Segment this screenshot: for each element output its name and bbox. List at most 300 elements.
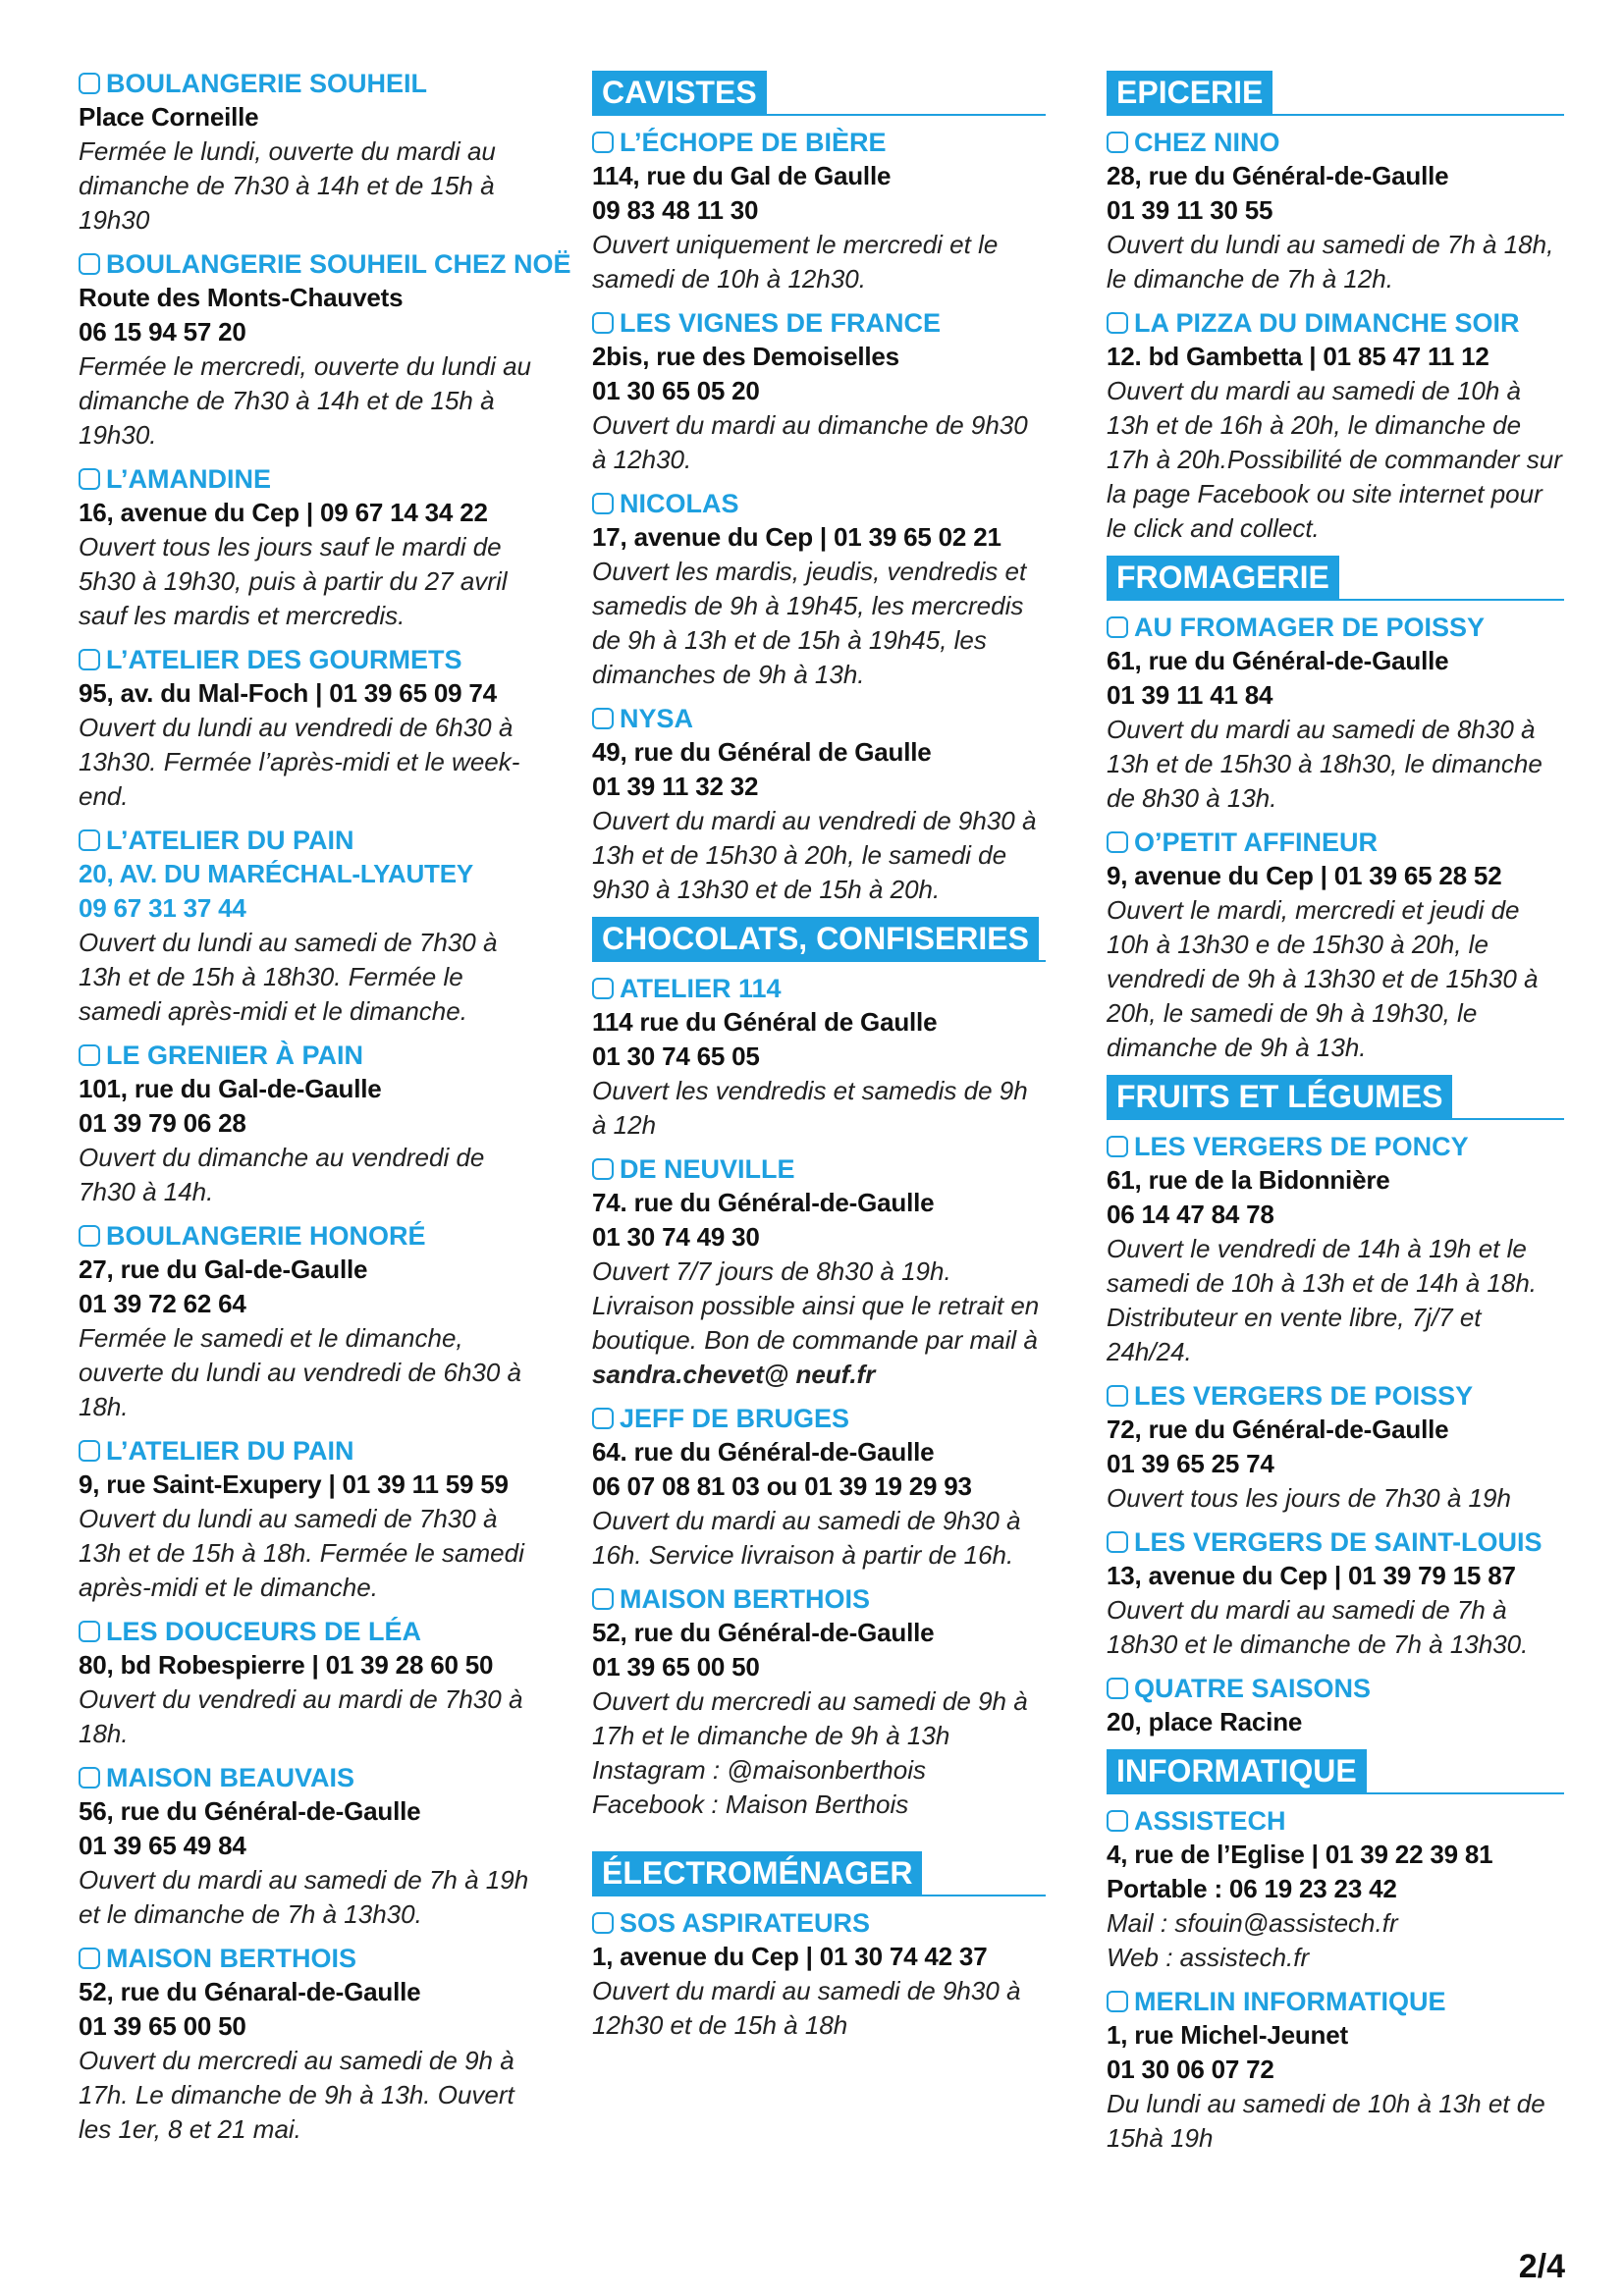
entry-title	[1107, 1804, 1564, 1838]
hours-note	[592, 1753, 1046, 1788]
entry-title-text: QUATRE SAISONS	[1134, 1674, 1372, 1703]
entry-title	[79, 462, 540, 496]
entry-title-text: BOULANGERIE HONORÉ	[106, 1221, 426, 1251]
entry-chez-nino	[1107, 126, 1564, 296]
hours-note-text: Du lundi au samedi de 10h à 13h et de 15hà 19h	[1107, 2089, 1545, 2153]
section-header-electromenager	[592, 1851, 1046, 1896]
entry-title	[79, 1219, 540, 1253]
checkbox-icon	[1107, 132, 1128, 153]
address-line-text: 114, rue du Gal de Gaulle	[592, 161, 892, 190]
checkbox-icon	[1107, 1136, 1128, 1157]
hours-note-text: Ouvert tous les jours de 7h30 à 19h	[1107, 1483, 1511, 1513]
entry-title-text: DE NEUVILLE	[620, 1154, 795, 1184]
section-header-fruits-et-legumes	[1107, 1075, 1564, 1120]
address-line	[79, 1072, 540, 1106]
checkbox-icon	[1107, 831, 1128, 853]
checkbox-icon	[79, 1440, 100, 1462]
checkbox-icon	[592, 1158, 614, 1180]
address-line-text: 01 39 11 41 84	[1107, 680, 1273, 710]
address-line-text: Route des Monts-Chauvets	[79, 283, 404, 312]
hours-note	[79, 1502, 540, 1605]
entry-title-text: MAISON BERTHOIS	[106, 1944, 357, 1973]
entry-atelier-114	[592, 972, 1046, 1143]
section-header-chocolats-confiseries	[592, 917, 1046, 962]
entry-maison-berthois	[79, 1942, 540, 2147]
entry-les-douceurs-de-lea	[79, 1615, 540, 1751]
hours-note-text: Ouvert du mardi au samedi de 7h à 18h30 et le dimanche de 7h à 13h30.	[1107, 1595, 1529, 1659]
address-line-text: 06 15 94 57 20	[79, 317, 246, 347]
address-line	[592, 1469, 1046, 1504]
address-line-text: 01 39 79 06 28	[79, 1108, 246, 1138]
section-header-fromagerie	[1107, 556, 1564, 601]
address-line	[592, 1220, 1046, 1255]
entry-title-text: NICOLAS	[620, 489, 739, 518]
hours-note-text: Facebook : Maison Berthois	[592, 1789, 909, 1819]
checkbox-icon	[592, 493, 614, 514]
address-line-text: 12. bd Gambetta | 01 85 47 11 12	[1107, 342, 1489, 371]
hours-note	[592, 1684, 1046, 1753]
column-3	[1107, 67, 1564, 2165]
checkbox-icon	[592, 978, 614, 999]
entry-title-text: SOS ASPIRATEURS	[620, 1908, 871, 1938]
hours-note-text: Fermée le samedi et le dimanche, ouverte du lundi au vendredi de 6h30 à 18h.	[79, 1323, 522, 1421]
address-line-text: 01 39 72 62 64	[79, 1289, 246, 1318]
hours-note-text: Ouvert du lundi au samedi de 7h à 18h, le dimanche de 7h à 12h.	[1107, 230, 1554, 294]
entry-l-echope-de-biere	[592, 126, 1046, 296]
address-line-text: Place Corneille	[79, 102, 259, 132]
checkbox-icon	[79, 649, 100, 670]
address-line	[1107, 2018, 1564, 2053]
hours-note	[1107, 1232, 1564, 1369]
hours-note-text: Ouvert le mardi, mercredi et jeudi de 10h à 13h30 e de 15h30 à 20h, le vendredi de 9h à 13h30 et de 15h30 à 20h, le samedi de 9h à 19h30, le dimanche de 9h à 13h.	[1107, 895, 1539, 1062]
address-line	[1107, 644, 1564, 678]
entry-title-text: NYSA	[620, 704, 694, 733]
address-line	[592, 1616, 1046, 1650]
hours-note	[79, 530, 540, 633]
entry-title-text: BOULANGERIE SOUHEIL	[106, 69, 428, 98]
hours-note-text: Ouvert du mardi au samedi de 7h à 19h et le dimanche de 7h à 13h30.	[79, 1865, 529, 1929]
address-line	[79, 676, 540, 711]
hours-note-text: Ouvert du mercredi au samedi de 9h à 17h et le dimanche de 9h à 13h	[592, 1686, 1028, 1750]
checkbox-icon	[79, 1767, 100, 1789]
address-line	[79, 496, 540, 530]
entry-title	[79, 247, 571, 281]
address-line	[79, 1648, 540, 1682]
checkbox-icon	[1107, 616, 1128, 638]
entry-title-text: ASSISTECH	[1134, 1806, 1286, 1836]
entry-maison-berthois	[592, 1582, 1046, 1822]
address-line-text: 01 39 11 30 55	[1107, 195, 1273, 225]
column-2	[592, 67, 1046, 2053]
address-line-text: 06 14 47 84 78	[1107, 1200, 1274, 1229]
checkbox-icon	[1107, 1678, 1128, 1699]
entry-title-text: AU FROMAGER DE POISSY	[1134, 613, 1486, 642]
entry-title-text: ATELIER 114	[620, 974, 782, 1003]
entry-assistech	[1107, 1804, 1564, 1975]
hours-note-text: Mail : sfouin@assistech.fr	[1107, 1908, 1398, 1938]
address-line	[79, 1253, 540, 1287]
address-line-text: 01 39 65 49 84	[79, 1831, 246, 1860]
address-line-text: 01 39 65 00 50	[79, 2011, 246, 2041]
hours-note	[1107, 374, 1564, 546]
address-line-text: 01 39 11 32 32	[592, 772, 759, 801]
entry-title-text: CHEZ NINO	[1134, 128, 1280, 157]
entry-title-text: LA PIZZA DU DIMANCHE SOIR	[1134, 308, 1520, 338]
hours-note	[592, 555, 1046, 692]
checkbox-icon	[592, 1408, 614, 1429]
entry-sos-aspirateurs	[592, 1906, 1046, 2043]
hours-note	[79, 1682, 540, 1751]
address-line	[1107, 2053, 1564, 2087]
hours-note	[79, 1321, 540, 1424]
hours-note	[592, 804, 1046, 907]
checkbox-icon	[79, 1621, 100, 1642]
address-line	[592, 735, 1046, 770]
checkbox-icon	[592, 132, 614, 153]
entry-title	[592, 1582, 1046, 1616]
hours-note	[79, 1863, 540, 1932]
entry-title	[79, 1039, 540, 1072]
address-line-text: 01 30 65 05 20	[592, 376, 760, 405]
hours-note	[592, 408, 1046, 477]
entry-title	[79, 1942, 540, 1975]
entry-title	[592, 1906, 1046, 1940]
address-line-text: 01 39 65 25 74	[1107, 1449, 1274, 1478]
hours-note	[1107, 1593, 1564, 1662]
address-line-text: 64. rue du Général-de-Gaulle	[592, 1437, 935, 1467]
entry-title	[79, 1761, 540, 1794]
entry-title-text: LES VIGNES DE FRANCE	[620, 308, 942, 338]
entry-title	[592, 972, 1046, 1005]
checkbox-icon	[79, 468, 100, 490]
section-label: EPICERIE	[1107, 71, 1272, 114]
entry-l-atelier-du-pain	[79, 1434, 540, 1605]
address-line-text: 56, rue du Général-de-Gaulle	[79, 1796, 421, 1826]
address-line-text: 17, avenue du Cep | 01 39 65 02 21	[592, 522, 1001, 552]
address-line	[1107, 1447, 1564, 1481]
address-line	[79, 891, 540, 926]
address-line-text: Portable : 06 19 23 23 42	[1107, 1874, 1397, 1903]
hours-note	[592, 1788, 1046, 1822]
section-label: ÉLECTROMÉNAGER	[592, 1851, 922, 1895]
address-line-text: 1, avenue du Cep | 01 30 74 42 37	[592, 1942, 988, 1971]
address-line	[592, 340, 1046, 374]
address-line-text: 20, AV. DU MARÉCHAL-LYAUTEY	[79, 859, 474, 888]
entry-title	[79, 1615, 540, 1648]
entry-de-neuville	[592, 1152, 1046, 1392]
entry-les-vergers-de-poncy	[1107, 1130, 1564, 1369]
entry-title	[79, 1434, 540, 1468]
entry-title-text: L’ÉCHOPE DE BIÈRE	[620, 128, 887, 157]
address-line-text: 9, rue Saint-Exupery | 01 39 11 59 59	[79, 1469, 509, 1499]
address-line	[79, 2009, 540, 2044]
hours-note-text: Fermée le mercredi, ouverte du lundi au dimanche de 7h30 à 14h et de 15h à 19h30.	[79, 351, 532, 450]
hours-note	[1107, 2087, 1564, 2156]
entry-boulangerie-honore	[79, 1219, 540, 1424]
hours-note	[79, 1141, 540, 1209]
entry-title-text: L’AMANDINE	[106, 464, 271, 494]
entry-title	[1107, 826, 1564, 859]
entry-l-atelier-du-pain	[79, 824, 540, 1029]
checkbox-icon	[79, 1225, 100, 1247]
entry-title-text: L’ATELIER DES GOURMETS	[106, 645, 462, 674]
entry-title	[592, 306, 1046, 340]
address-line	[592, 374, 1046, 408]
address-line-text: 72, rue du Général-de-Gaulle	[1107, 1415, 1449, 1444]
hours-note-text: Ouvert du mardi au samedi de 10h à 13h et de 16h à 20h, le dimanche de 17h à 20h.Possibilité de commander sur la page Facebook ou site internet pour le click and collect.	[1107, 376, 1562, 543]
entry-title	[1107, 1525, 1564, 1559]
address-line-text: 27, rue du Gal-de-Gaulle	[79, 1255, 368, 1284]
hours-note-text: Ouvert du mardi au samedi de 9h30 à 16h. Service livraison à partir de 16h.	[592, 1506, 1021, 1570]
entry-title	[592, 487, 1046, 520]
hours-note	[1107, 1481, 1564, 1516]
entry-o-petit-affineur	[1107, 826, 1564, 1065]
hours-note-text: Ouvert du mardi au samedi de 8h30 à 13h et de 15h30 à 18h30, le dimanche de 8h30 à 13h.	[1107, 715, 1543, 813]
address-line	[1107, 1163, 1564, 1198]
address-line	[592, 520, 1046, 555]
entry-title-text: LE GRENIER À PAIN	[106, 1041, 364, 1070]
address-line-text: 13, avenue du Cep | 01 39 79 15 87	[1107, 1561, 1516, 1590]
address-line-text: 4, rue de l’Eglise | 01 39 22 39 81	[1107, 1840, 1493, 1869]
entry-au-fromager-de-poissy	[1107, 611, 1564, 816]
entry-quatre-saisons	[1107, 1672, 1564, 1739]
section-label: FROMAGERIE	[1107, 556, 1339, 599]
address-line-text: 09 83 48 11 30	[592, 195, 759, 225]
address-line	[592, 1186, 1046, 1220]
entry-title	[592, 1402, 1046, 1435]
hours-note-text: Ouvert uniquement le mercredi et le samedi de 10h à 12h30.	[592, 230, 999, 294]
address-line-text: 28, rue du Général-de-Gaulle	[1107, 161, 1449, 190]
address-line	[1107, 340, 1564, 374]
address-line	[592, 1940, 1046, 1974]
address-line-text: 101, rue du Gal-de-Gaulle	[79, 1074, 382, 1103]
entry-title	[592, 1152, 1046, 1186]
hours-note	[592, 228, 1046, 296]
checkbox-icon	[79, 1948, 100, 1969]
hours-note-text: Ouvert du mercredi au samedi de 9h à 17h. Le dimanche de 9h à 13h. Ouvert les 1er, 8 et 21 mai.	[79, 2046, 514, 2144]
address-line	[1107, 1198, 1564, 1232]
hours-note-text: Instagram : @maisonberthois	[592, 1755, 926, 1785]
address-line-text: 61, rue de la Bidonnière	[1107, 1165, 1390, 1195]
hours-note-text: Ouvert les vendredis et samedis de 9h à 12h	[592, 1076, 1028, 1140]
hours-note	[1107, 1941, 1564, 1975]
checkbox-icon	[79, 1044, 100, 1066]
checkbox-icon	[1107, 312, 1128, 334]
address-line	[592, 770, 1046, 804]
address-line-text: 61, rue du Général-de-Gaulle	[1107, 646, 1449, 675]
checkbox-icon	[592, 1588, 614, 1610]
hours-note-text: Ouvert du lundi au vendredi de 6h30 à 13h30. Fermée l’après-midi et le week-end.	[79, 713, 520, 811]
address-line	[79, 100, 540, 134]
entry-title	[79, 824, 540, 857]
entry-title-text: MAISON BEAUVAIS	[106, 1763, 355, 1792]
hours-note	[592, 1074, 1046, 1143]
address-line	[1107, 859, 1564, 893]
address-line	[1107, 1559, 1564, 1593]
hours-note-text: Ouvert du dimanche au vendredi de 7h30 à 14h.	[79, 1143, 485, 1206]
address-line-text: 52, rue du Génaral-de-Gaulle	[79, 1977, 421, 2006]
address-line-text: 09 67 31 37 44	[79, 893, 246, 923]
entry-title-text: O’PETIT AFFINEUR	[1134, 828, 1378, 857]
address-line	[592, 1040, 1046, 1074]
hours-note	[79, 134, 540, 238]
hours-note	[79, 711, 540, 814]
entry-boulangerie-souheil-chez-noe	[79, 247, 571, 453]
hours-note	[592, 1255, 1046, 1392]
entry-title-text: MERLIN INFORMATIQUE	[1134, 1987, 1446, 2016]
entry-title	[592, 702, 1046, 735]
address-line	[79, 315, 540, 349]
entry-title	[1107, 1379, 1564, 1413]
entry-l-amandine	[79, 462, 540, 633]
address-line	[1107, 678, 1564, 713]
address-line-text: 01 30 74 65 05	[592, 1041, 760, 1071]
hours-note-text: Ouvert du mardi au dimanche de 9h30 à 12h30.	[592, 410, 1028, 474]
hours-note-text: Ouvert du lundi au samedi de 7h30 à 13h et de 15h à 18h. Fermée le samedi après-midi et le dimanche.	[79, 1504, 524, 1602]
address-line-text: 01 39 65 00 50	[592, 1652, 760, 1682]
checkbox-icon	[1107, 1810, 1128, 1832]
entry-la-pizza-du-dimanche-soir	[1107, 306, 1564, 546]
section-label: FRUITS ET LÉGUMES	[1107, 1075, 1452, 1118]
section-header-cavistes	[592, 71, 1046, 116]
address-line	[1107, 1838, 1564, 1872]
entry-title-text: MAISON BERTHOIS	[620, 1584, 871, 1614]
address-line-text: 01 30 74 49 30	[592, 1222, 760, 1252]
entry-title	[1107, 1985, 1564, 2018]
section-header-epicerie	[1107, 71, 1564, 116]
entry-jeff-de-bruges	[592, 1402, 1046, 1573]
entry-title-text: L’ATELIER DU PAIN	[106, 1436, 354, 1466]
hours-note-text: Ouvert du mardi au vendredi de 9h30 à 13h et de 15h30 à 20h, le samedi de 9h30 à 13h30 et de 15h à 20h.	[592, 806, 1037, 904]
email-link: sandra.chevet@ neuf.fr	[592, 1360, 876, 1389]
hours-note-text: Ouvert du vendredi au mardi de 7h30 à 18h.	[79, 1684, 523, 1748]
hours-note	[79, 2044, 540, 2147]
address-line-text: 9, avenue du Cep | 01 39 65 28 52	[1107, 861, 1502, 890]
address-line-text: 1, rue Michel-Jeunet	[1107, 2020, 1348, 2050]
address-line-text: 114 rue du Général de Gaulle	[592, 1007, 938, 1037]
entry-nysa	[592, 702, 1046, 907]
checkbox-icon	[79, 73, 100, 94]
address-line-text: 52, rue du Général-de-Gaulle	[592, 1618, 935, 1647]
checkbox-icon	[592, 708, 614, 729]
checkbox-icon	[592, 1912, 614, 1934]
entry-title	[592, 126, 1046, 159]
address-line	[1107, 1413, 1564, 1447]
address-line-text: 74. rue du Général-de-Gaulle	[592, 1188, 935, 1217]
address-line	[79, 1287, 540, 1321]
entry-boulangerie-souheil	[79, 67, 540, 238]
address-line	[592, 193, 1046, 228]
entry-les-vergers-de-saint-louis	[1107, 1525, 1564, 1662]
page-number: 2/4	[1518, 2248, 1565, 2285]
hours-note	[592, 1504, 1046, 1573]
address-line-text: 06 07 08 81 03 ou 01 39 19 29 93	[592, 1471, 972, 1501]
entry-title-text: LES VERGERS DE PONCY	[1134, 1132, 1469, 1161]
hours-note-text: Ouvert 7/7 jours de 8h30 à 19h. Livraison possible ainsi que le retrait en boutique. Bon de commande par mail à	[592, 1256, 1040, 1355]
hours-note-text: Ouvert du mardi au samedi de 9h30 à 12h30 et de 15h à 18h	[592, 1976, 1021, 2040]
entry-title	[79, 67, 540, 100]
address-line	[592, 159, 1046, 193]
address-line	[79, 1468, 540, 1502]
address-line	[79, 1106, 540, 1141]
section-header-informatique	[1107, 1749, 1564, 1794]
entry-maison-beauvais	[79, 1761, 540, 1932]
hours-note-text: Web : assistech.fr	[1107, 1943, 1310, 1972]
hours-note-text: Ouvert tous les jours sauf le mardi de 5h30 à 19h30, puis à partir du 27 avril sauf les mardis et mercredis.	[79, 532, 508, 630]
address-line-text: 95, av. du Mal-Foch | 01 39 65 09 74	[79, 678, 497, 708]
address-line	[592, 1650, 1046, 1684]
hours-note	[1107, 1906, 1564, 1941]
hours-note-text: Fermée le lundi, ouverte du mardi au dimanche de 7h30 à 14h et de 15h à 19h30	[79, 136, 496, 235]
checkbox-icon	[79, 829, 100, 851]
checkbox-icon	[592, 312, 614, 334]
column-1	[79, 67, 571, 2157]
address-line-text: 80, bd Robespierre | 01 39 28 60 50	[79, 1650, 494, 1680]
address-line	[1107, 1872, 1564, 1906]
hours-note	[1107, 228, 1564, 296]
address-line	[1107, 193, 1564, 228]
checkbox-icon	[1107, 1991, 1128, 2012]
address-line-text: 01 30 06 07 72	[1107, 2055, 1274, 2084]
address-line	[592, 1435, 1046, 1469]
entry-title-text: LES DOUCEURS DE LÉA	[106, 1617, 422, 1646]
hours-note	[79, 349, 540, 453]
address-line	[1107, 159, 1564, 193]
hours-note	[1107, 713, 1564, 816]
hours-note	[592, 1974, 1046, 2043]
address-line-text: 20, place Racine	[1107, 1707, 1303, 1736]
address-line	[79, 1829, 540, 1863]
section-label: CAVISTES	[592, 71, 767, 114]
checkbox-icon	[79, 253, 100, 275]
entry-title	[1107, 126, 1564, 159]
entry-title-text: JEFF DE BRUGES	[620, 1404, 850, 1433]
address-line	[79, 1975, 540, 2009]
section-label: CHOCOLATS, CONFISERIES	[592, 917, 1039, 960]
address-line	[592, 1005, 1046, 1040]
address-line	[79, 1794, 540, 1829]
address-line	[1107, 1705, 1564, 1739]
entry-title	[1107, 306, 1564, 340]
hours-note-text: Ouvert du lundi au samedi de 7h30 à 13h et de 15h à 18h30. Fermée le samedi après-midi et le dimanche.	[79, 928, 498, 1026]
hours-note-text: Ouvert les mardis, jeudis, vendredis et samedis de 9h à 19h45, les mercredis de 9h à 13h et de 15h à 19h45, les dimanches de 9h à 13h.	[592, 557, 1027, 689]
hours-note	[1107, 893, 1564, 1065]
address-line	[79, 281, 540, 315]
address-line-text: 49, rue du Général de Gaulle	[592, 737, 932, 767]
entry-title-text: L’ATELIER DU PAIN	[106, 826, 354, 855]
hours-note	[79, 926, 540, 1029]
checkbox-icon	[1107, 1385, 1128, 1407]
entry-l-atelier-des-gourmets	[79, 643, 540, 814]
entry-nicolas	[592, 487, 1046, 692]
section-label: INFORMATIQUE	[1107, 1749, 1367, 1792]
entry-le-grenier-a-pain	[79, 1039, 540, 1209]
entry-title	[1107, 1130, 1564, 1163]
entry-title-text: BOULANGERIE SOUHEIL CHEZ NOË	[106, 249, 571, 279]
entry-title-text: LES VERGERS DE SAINT-LOUIS	[1134, 1527, 1543, 1557]
entry-merlin-informatique	[1107, 1985, 1564, 2156]
entry-title-text: LES VERGERS DE POISSY	[1134, 1381, 1474, 1411]
hours-note-text: Ouvert le vendredi de 14h à 19h et le samedi de 10h à 13h et de 14h à 18h. Distributeur en vente libre, 7j/7 et 24h/24.	[1107, 1234, 1538, 1366]
entry-title	[79, 643, 540, 676]
entry-title	[1107, 611, 1564, 644]
entry-title	[1107, 1672, 1564, 1705]
entry-les-vergers-de-poissy	[1107, 1379, 1564, 1516]
entry-les-vignes-de-france	[592, 306, 1046, 477]
address-line-text: 16, avenue du Cep | 09 67 14 34 22	[79, 498, 488, 527]
address-line-text: 2bis, rue des Demoiselles	[592, 342, 899, 371]
address-line	[79, 857, 540, 891]
